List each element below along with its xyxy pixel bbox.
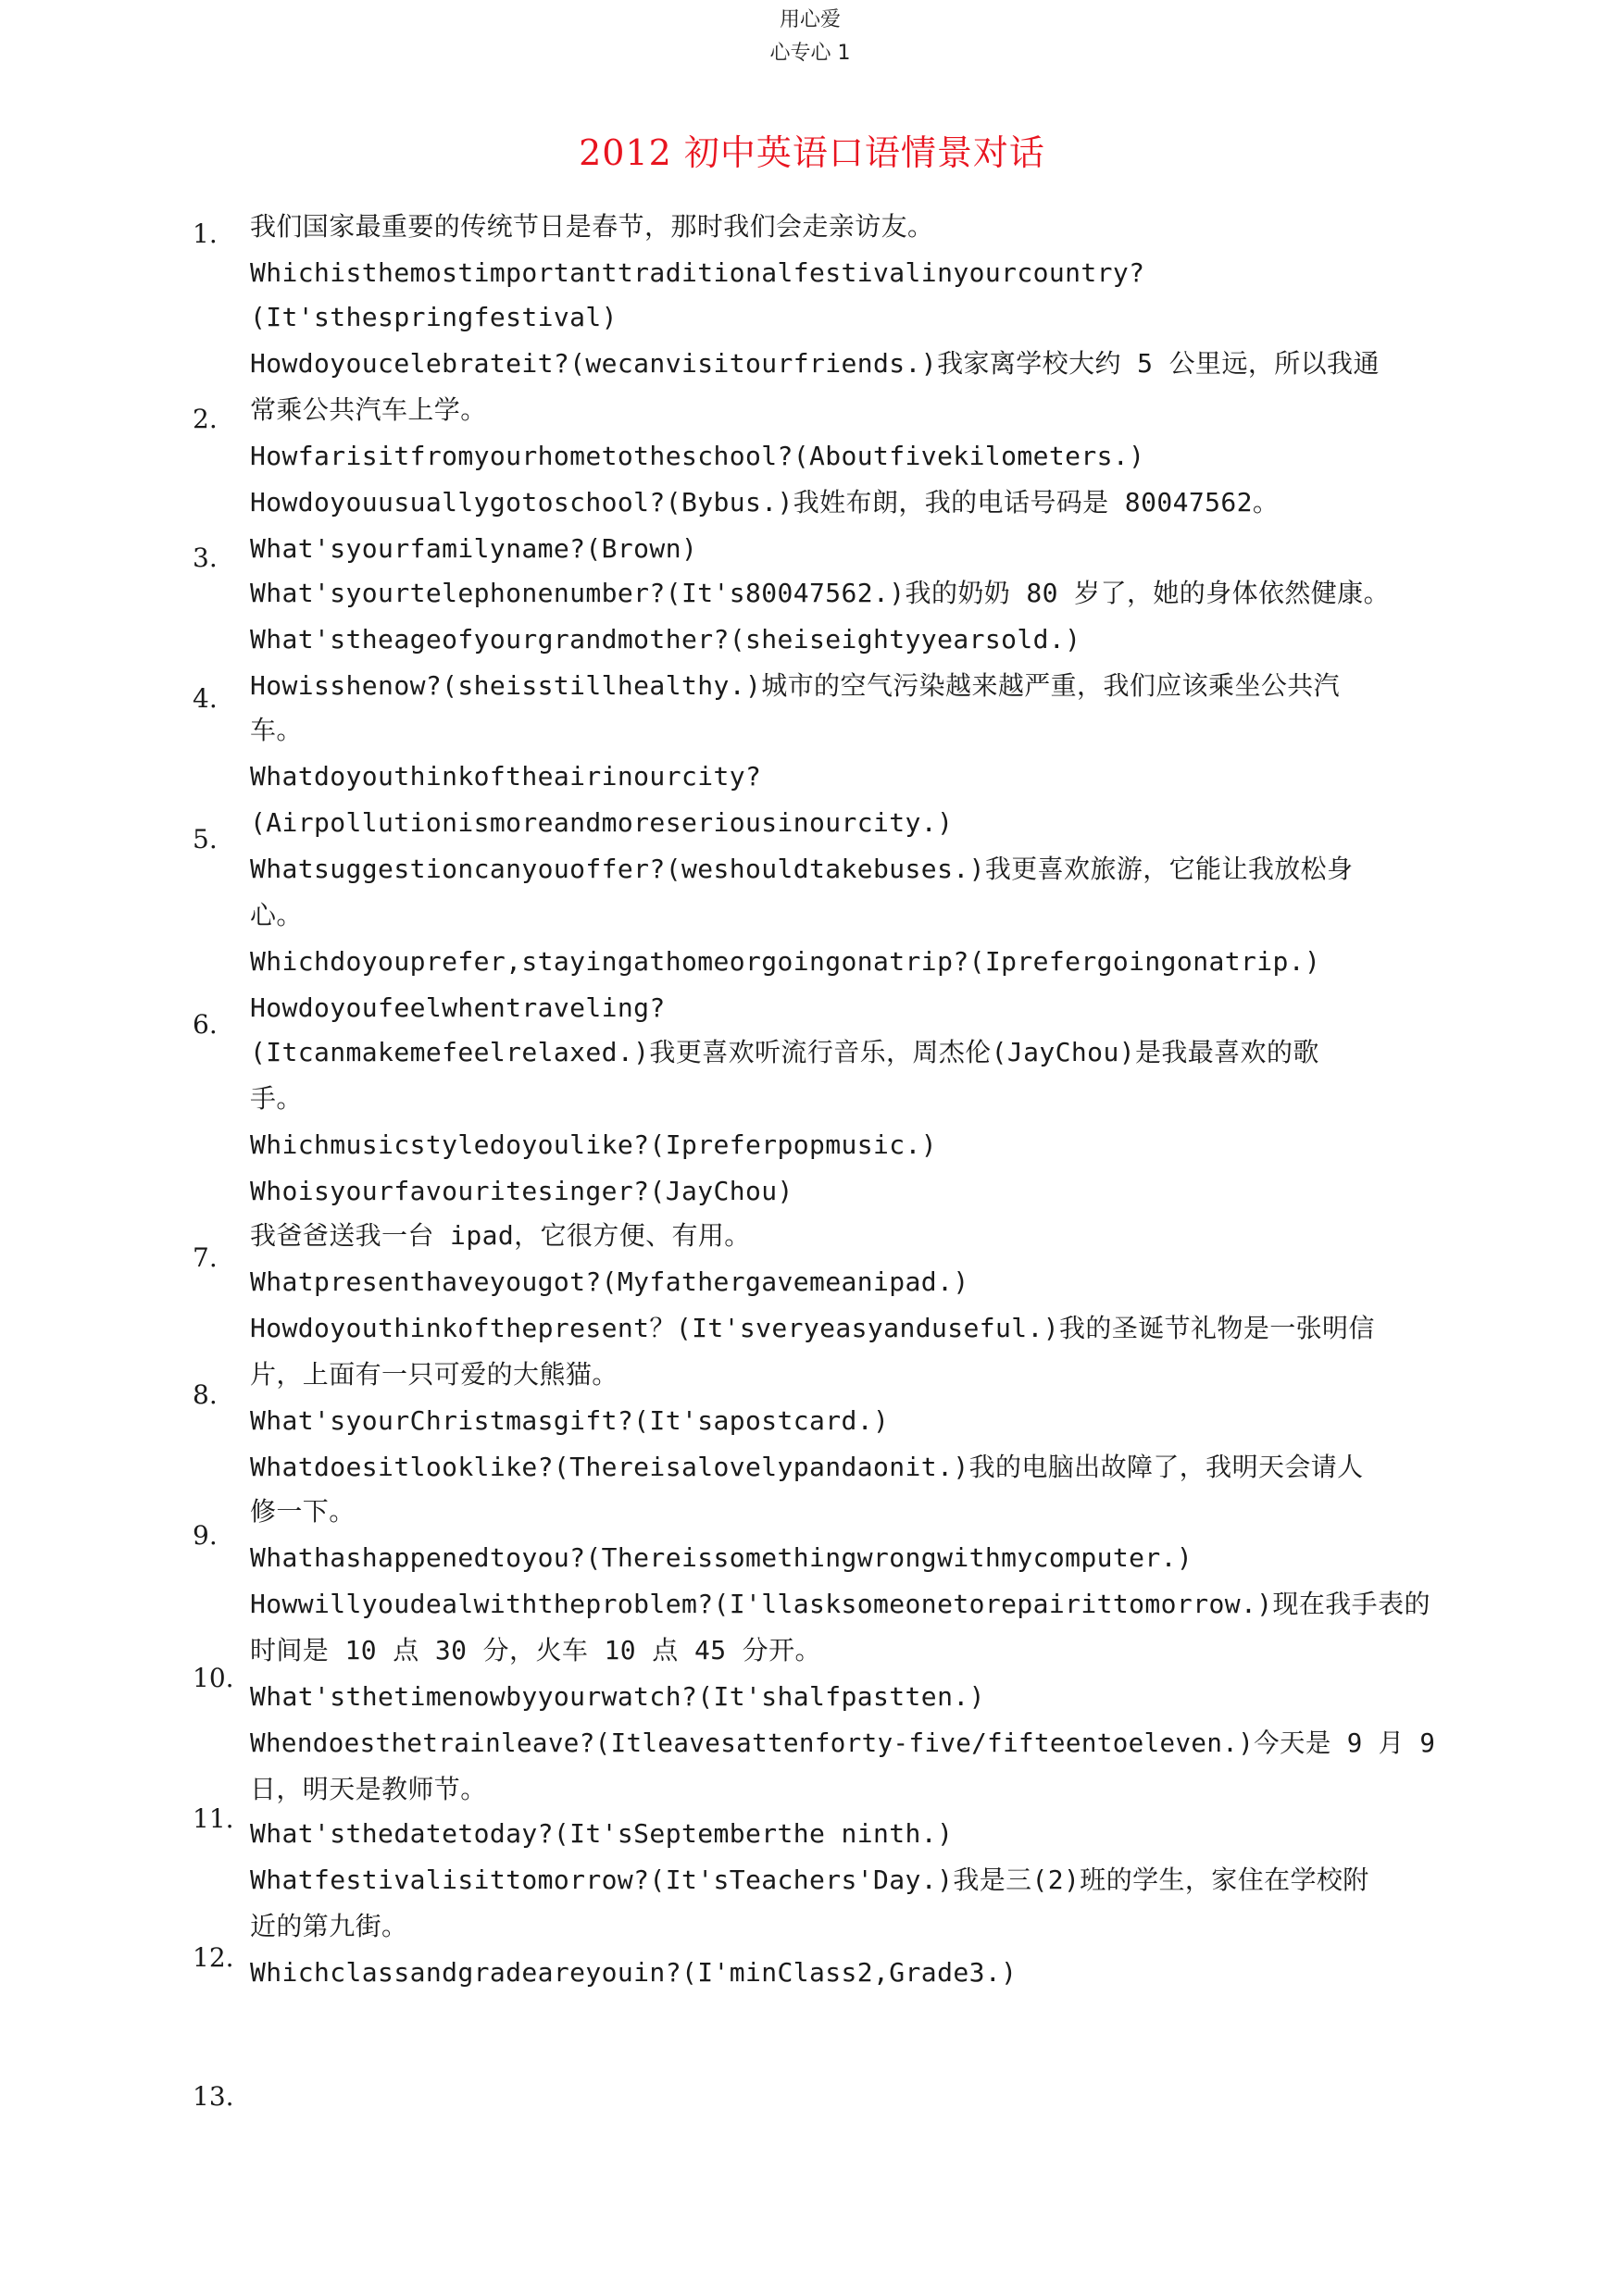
- text-line: Whatsuggestioncanyouoffer?(weshouldtakebuses.)我更喜欢旅游，它能让我放松身: [250, 854, 1354, 884]
- item-number: 9.: [193, 1520, 218, 1551]
- document-title: 2012 初中英语口语情景对话: [579, 132, 1045, 173]
- text-line: Whatdoesitlooklike?(Thereisalovelypandaonit.)我的电脑出故障了，我明天会请人: [250, 1452, 1364, 1482]
- text-line: 我爸爸送我一台 ipad，它很方便、有用。: [250, 1220, 751, 1251]
- text-line: Whatdoyouthinkoftheairinourcity?: [250, 761, 762, 792]
- text-line: (It'sthespringfestival): [250, 302, 618, 332]
- text-line: (Itcanmakemefeelrelaxed.)我更喜欢听流行音乐，周杰伦(JayChou)是我最喜欢的歌: [250, 1037, 1319, 1067]
- text-line: What'stheageofyourgrandmother?(sheiseightyyearsold.): [250, 624, 1081, 655]
- text-line: Howwillyoudealwiththeproblem?(I'llasksomeonetorepairittomorrow.)现在我手表的: [250, 1589, 1430, 1619]
- text-line: Whatfestivalisittomorrow?(It'sTeachers'Day.)我是三(2)班的学生，家住在学校附: [250, 1865, 1369, 1895]
- text-line: Howdoyouthinkofthepresent？(It'sveryeasyanduseful.)我的圣诞节礼物是一张明信: [250, 1313, 1375, 1343]
- item-number: 8.: [193, 1379, 218, 1410]
- text-line: Whichmusicstyledoyoulike?(Ipreferpopmusic.): [250, 1129, 938, 1160]
- item-number: 2.: [193, 404, 218, 434]
- text-line: 常乘公共汽车上学。: [250, 394, 487, 425]
- text-line: Howfarisitfromyourhometotheschool?(Aboutfivekilometers.): [250, 441, 1145, 471]
- text-line: What'sthetimenowbyyourwatch?(It'shalfpastten.): [250, 1681, 985, 1712]
- item-number: 5.: [193, 824, 218, 854]
- text-line: Whoisyourfavouritesinger?(JayChou): [250, 1176, 793, 1206]
- text-line: Whichdoyouprefer,stayingathomeorgoingonatrip?(Iprefergoingonatrip.): [250, 946, 1321, 977]
- text-line: Whatpresenthaveyougot?(Myfathergavemeanipad.): [250, 1266, 969, 1297]
- text-line: Whathashappenedtoyou?(Thereissomethingwrongwithmycomputer.): [250, 1542, 1193, 1573]
- text-line: 手。: [250, 1083, 303, 1114]
- page-header-line-2: 心专心 1: [769, 42, 851, 65]
- text-line: Howdoyoufeelwhentraveling?: [250, 992, 666, 1023]
- text-line: What'sthedatetoday?(It'sSeptemberthe ninth.): [250, 1818, 954, 1849]
- text-line: 车。: [250, 715, 303, 745]
- page-header-line-1: 用心爱: [779, 8, 841, 31]
- item-number: 13.: [193, 2081, 234, 2112]
- text-line: 近的第九街。: [250, 1911, 408, 1941]
- text-line: What'syourfamilyname?(Brown): [250, 533, 698, 564]
- text-line: Howisshenow?(sheisstillhealthy.)城市的空气污染越来越严重，我们应该乘坐公共汽: [250, 670, 1341, 701]
- text-line: 修一下。: [250, 1496, 356, 1527]
- text-line: What'syourtelephonenumber?(It's80047562.)我的奶奶 80 岁了，她的身体依然健康。: [250, 578, 1390, 608]
- text-line: 时间是 10 点 30 分，火车 10 点 45 分开。: [250, 1635, 821, 1665]
- item-number: 12.: [193, 1942, 234, 1973]
- item-number: 1.: [193, 218, 218, 249]
- text-line: 片，上面有一只可爱的大熊猫。: [250, 1359, 618, 1390]
- item-number: 7.: [193, 1242, 218, 1273]
- text-line: Whichclassandgradeareyouin?(I'minClass2,Grade3.): [250, 1957, 1018, 1988]
- text-line: Whichisthemostimportanttraditionalfestivalinyourcountry?: [250, 257, 1145, 288]
- item-number: 10.: [193, 1663, 234, 1693]
- item-number: 6.: [193, 1009, 218, 1040]
- text-line: 日，明天是教师节。: [250, 1774, 487, 1804]
- item-number: 4.: [193, 683, 218, 714]
- text-line: 我们国家最重要的传统节日是春节，那时我们会走亲访友。: [250, 211, 934, 242]
- item-number: 11.: [193, 1803, 234, 1834]
- text-line: Whendoesthetrainleave?(Itleavesattenforty-five/fifteentoeleven.)今天是 9 月 9: [250, 1727, 1436, 1758]
- text-line: 心。: [250, 900, 303, 930]
- item-number: 3.: [193, 543, 218, 573]
- text-line: Howdoyoucelebrateit?(wecanvisitourfriends.)我家离学校大约 5 公里远，所以我通: [250, 348, 1380, 379]
- text-line: Howdoyouusuallygotoschool?(Bybus.)我姓布朗，我的电话号码是 80047562。: [250, 487, 1280, 518]
- text-line: (Airpollutionismoreandmoreseriousinourcity.): [250, 807, 954, 838]
- text-line: What'syourChristmasgift?(It'sapostcard.): [250, 1405, 890, 1436]
